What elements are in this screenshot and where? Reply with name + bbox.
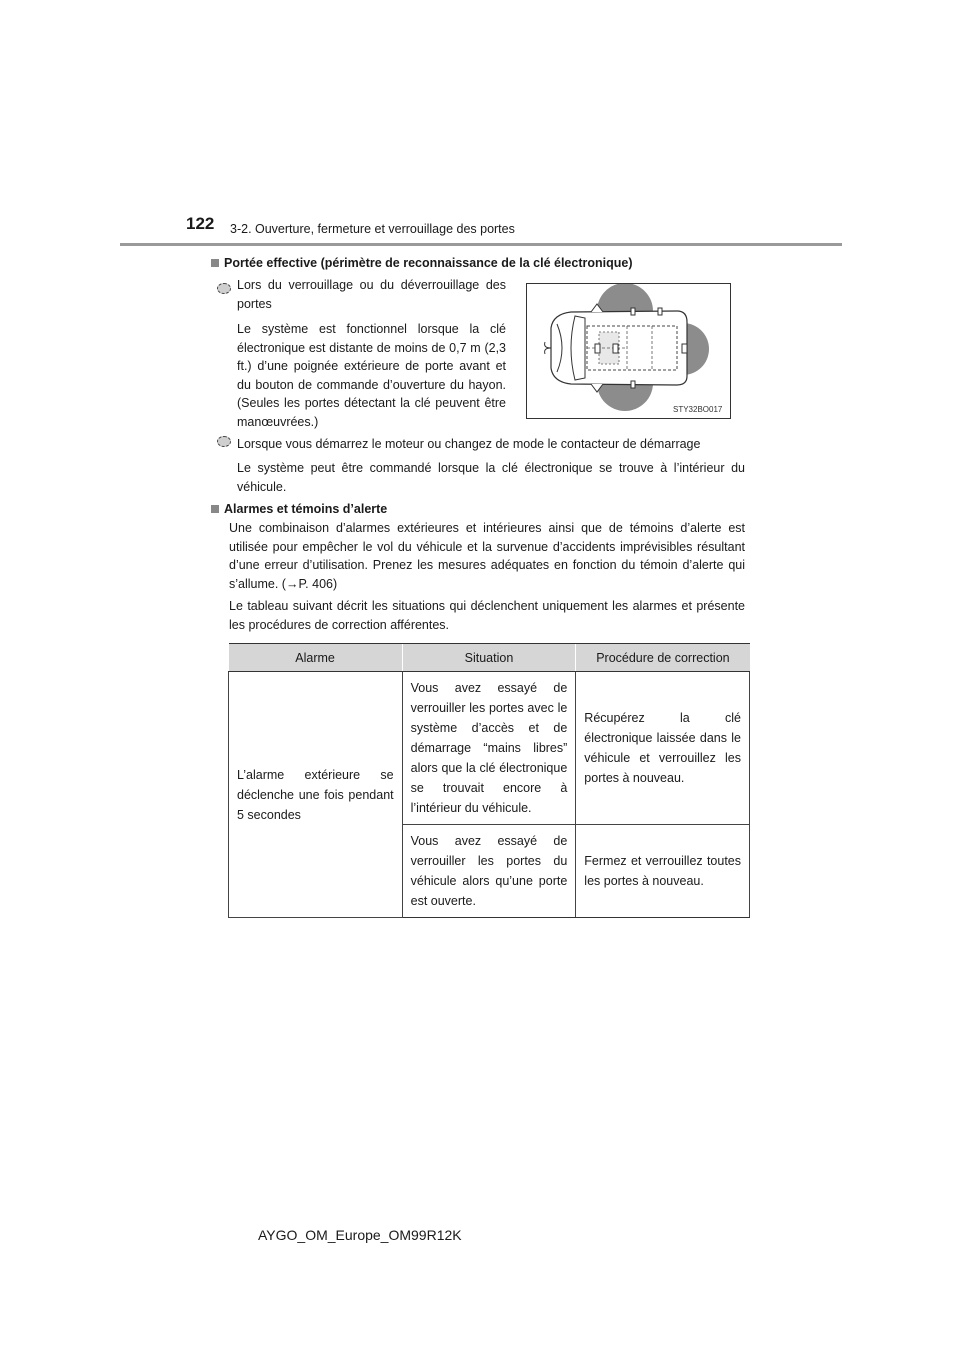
chapter-title: 3-2. Ouverture, fermeture et verrouillage des portes <box>230 222 515 236</box>
alarms-paragraph-1: Une combinaison d’alarmes extérieures et intérieures ainsi que de témoins d’alerte est utilisée pour empêcher le vol du véhicule et la survenue d’accidents imprévisibles résultant d’une erreur d’utilisation. Prenez les mesures adéquates en fonction du témoin d’alerte qui s’allume. (→P. 406) <box>229 521 745 591</box>
square-bullet-icon <box>211 505 219 513</box>
table-header-row <box>229 644 750 672</box>
situation-cell: Vous avez essayé de verrouiller les portes avec le système d’accès et de démarrage “mains libres” alors que la clé électronique se trouvait encore à l’intérieur du véhicule. <box>402 672 576 825</box>
dashed-circle-icon <box>217 283 231 294</box>
item2-text: Le système peut être commandé lorsque la clé électronique se trouve à l’intérieur du véhicule. <box>237 461 745 494</box>
page-number: 122 <box>186 214 215 233</box>
section-title-text: Alarmes et témoins d’alerte <box>224 502 388 516</box>
alarms-paragraph-2: Le tableau suivant décrit les situations qui déclenchent uniquement les alarmes et présente les procédures de correction afférentes. <box>229 599 745 632</box>
header-rule <box>120 243 842 246</box>
situation-cell: Vous avez essayé de verrouiller les portes du véhicule alors qu’une porte est ouverte. <box>402 825 576 918</box>
alarm-cell: L’alarme extérieure se déclenche une fois pendant 5 secondes <box>229 672 403 918</box>
footer-doc-code: AYGO_OM_Europe_OM99R12K <box>258 1227 462 1243</box>
front-right-range <box>597 383 653 411</box>
item1-label: Lors du verrouillage ou du déverrouillage des portes <box>237 278 506 311</box>
square-bullet-icon <box>211 259 219 267</box>
section-title-text: Portée effective (périmètre de reconnaissance de la clé électronique) <box>224 256 633 270</box>
range-figure <box>526 283 731 419</box>
section-title-effective-range <box>211 256 633 270</box>
alarm-table <box>228 643 750 918</box>
item2-label: Lorsque vous démarrez le moteur ou changez de mode le contacteur de démarrage <box>237 437 701 451</box>
section-title-alarms <box>211 502 387 516</box>
front-left-range <box>597 284 653 311</box>
car-range-diagram <box>527 284 730 418</box>
table-header-cell: Procédure de correction <box>576 644 750 672</box>
item1-text: Le système est fonctionnel lorsque la clé électronique est distante de moins de 0,7 m (2,3 ft.) d’une poignée extérieure de porte avant et du bouton de commande d’ouverture du hayon. (Seules les portes détectant la clé peuvent être manœuvrées.) <box>237 322 506 429</box>
dashed-circle-icon <box>217 436 231 447</box>
procedure-cell: Fermez et verrouillez toutes les portes à nouveau. <box>576 825 750 918</box>
procedure-cell: Récupérez la clé électronique laissée dans le véhicule et verrouillez les portes à nouveau. <box>576 672 750 825</box>
table-header-cell: Alarme <box>229 644 403 672</box>
figure-code: STY32BO017 <box>673 405 723 414</box>
table-row <box>229 672 750 825</box>
table-header-cell: Situation <box>402 644 576 672</box>
